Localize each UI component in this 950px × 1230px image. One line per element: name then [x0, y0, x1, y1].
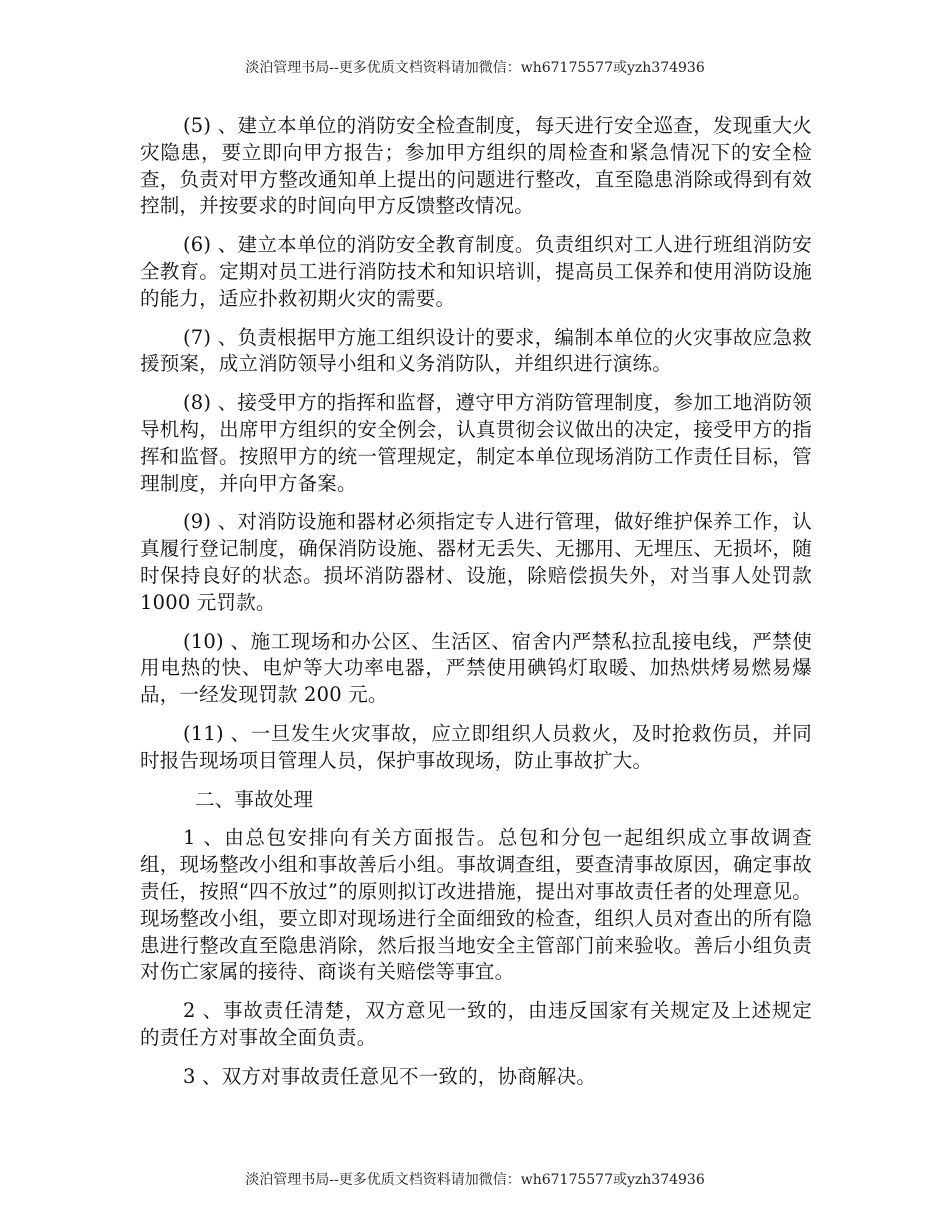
paragraph-item-11: (11) 、一旦发生火灾事故，应立即组织人员救火，及时抢救伤员，并同时报告现场项目管理人员，保护事故现场，防止事故扩大。: [140, 721, 812, 772]
paragraph-item-5: (5) 、建立本单位的消防安全检查制度，每天进行安全巡查，发现重大火灾隐患，要立即向甲方报告；参加甲方组织的周检查和紧急情况下的安全检查，负责对甲方整改通知单上提出的问题进行整改，直至隐患消除或得到有效控制，并按要求的时间向甲方反馈整改情况。: [140, 114, 812, 218]
section-heading: 二、事故处理: [195, 787, 314, 811]
paragraph-item-8: (8) 、接受甲方的指挥和监督，遵守甲方消防管理制度，参加工地消防领导机构，出席甲方组织的安全例会，认真贯彻会议做出的决定，接受甲方的指挥和监督。按照甲方的统一管理规定，制定本单位现场消防工作责任目标，管理制度，并向甲方备案。: [140, 391, 812, 495]
paragraph-item-7: (7) 、负责根据甲方施工组织设计的要求，编制本单位的火灾事故应急救援预案，成立消防领导小组和义务消防队，并组织进行演练。: [140, 325, 812, 376]
section-paragraph-2: 2 、事故责任清楚，双方意见一致的，由违反国家有关规定及上述规定的责任方对事故全面负责。: [140, 999, 812, 1049]
page-header: 淡泊管理书局--更多优质文档资料请加微信：wh67175577或yzh374936: [245, 60, 705, 76]
paragraph-item-9: (9) 、对消防设施和器材必须指定专人进行管理，做好维护保养工作，认真履行登记制度，确保消防设施、器材无丢失、无挪用、无埋压、无损坏，随时保持良好的状态。损坏消防器材、设施，除赔偿损失外，对当事人处罚款 1000 元罚款。: [140, 510, 812, 614]
paragraph-item-6: (6) 、建立本单位的消防安全教育制度。负责组织对工人进行班组消防安全教育。定期对员工进行消防技术和知识培训，提高员工保养和使用消防设施的能力，适应扑救初期火灾的需要。: [140, 233, 812, 310]
section-paragraph-3: 3 、双方对事故责任意见不一致的，协商解决。: [183, 1064, 597, 1088]
section-paragraph-1: 1 、由总包安排向有关方面报告。总包和分包一起组织成立事故调查组，现场整改小组和事故善后小组。事故调查组，要查清事故原因，确定事故责任，按照“四不放过”的原则拟订改进措施，提出对事故责任者的处理意见。现场整改小组，要立即对现场进行全面细致的检查，组织人员对查出的所有隐患进行整改直至隐患消除，然后报当地安全主管部门前来验收。善后小组负责对伤亡家属的接待、商谈有关赔偿等事宜。: [140, 826, 812, 984]
page-footer: 淡泊管理书局--更多优质文档资料请加微信：wh67175577或yzh374936: [245, 1172, 705, 1188]
document-body: [140, 113, 812, 1103]
paragraph-item-10: (10) 、施工现场和办公区、生活区、宿舍内严禁私拉乱接电线，严禁使用电热的快、电炉等大功率电器，严禁使用碘钨灯取暖、加热烘烤易燃易爆品，一经发现罚款 200 元。: [140, 629, 812, 707]
